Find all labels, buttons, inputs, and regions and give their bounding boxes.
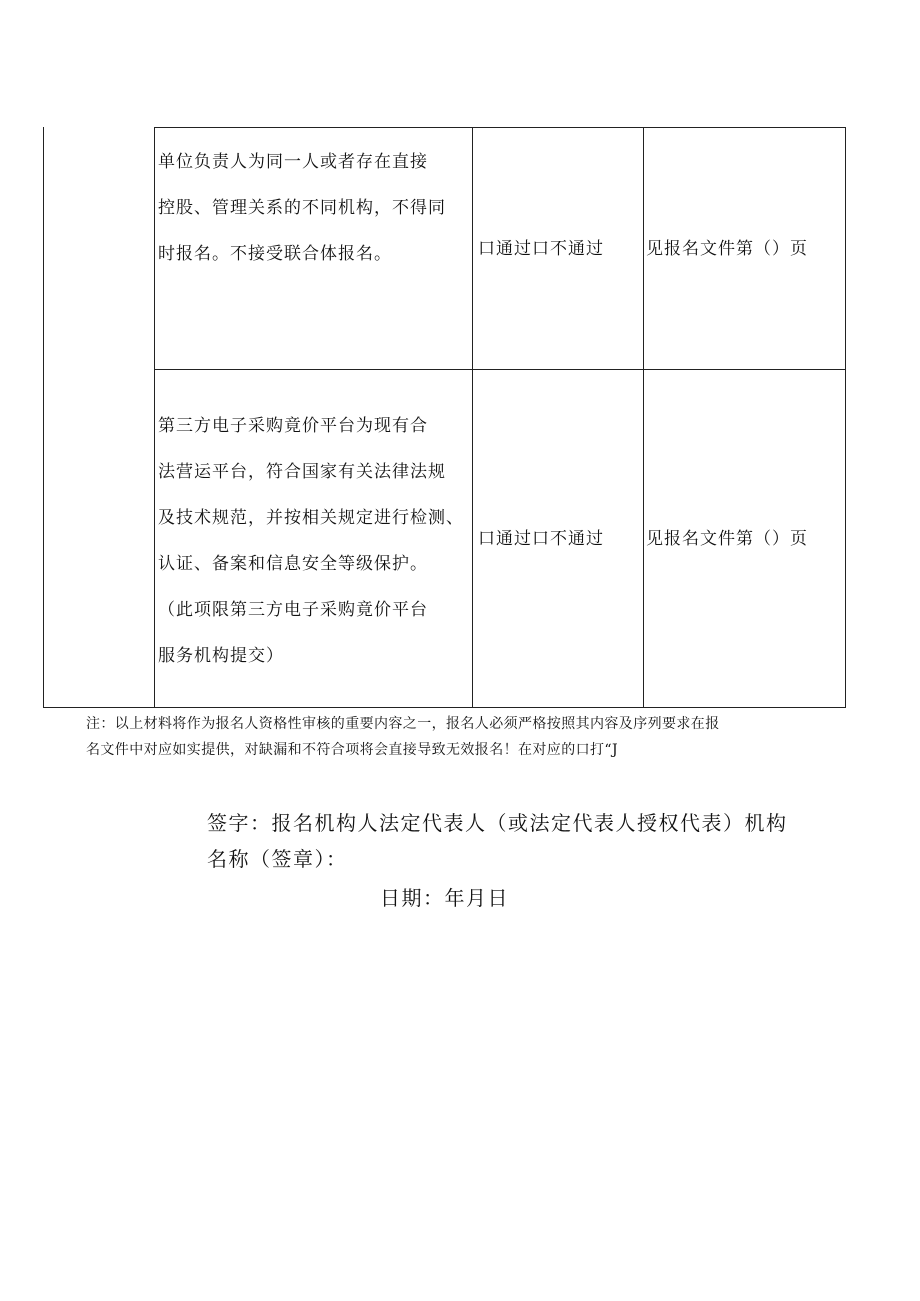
table-column-divider: [643, 127, 644, 708]
table-border-bottom: [43, 707, 846, 708]
requirement-line: 服务机构提交）: [158, 646, 284, 666]
requirement-line: 法营运平台，符合国家有关法律法规: [158, 462, 446, 482]
requirement-line: 单位负责人为同一人或者存在直接: [158, 152, 428, 172]
table-note: [86, 711, 846, 763]
table-row-divider: [154, 127, 846, 128]
table-row-divider: [154, 369, 846, 370]
pass-fail-checkbox-label[interactable]: 口通过口不通过: [478, 239, 604, 259]
requirement-line: （此项限第三方电子采购竟价平台: [158, 600, 428, 620]
qualification-table: [43, 127, 846, 708]
table-row-requirement: [158, 403, 476, 679]
requirement-line: 认证、备案和信息安全等级保护。: [158, 554, 428, 574]
table-column-divider: [154, 127, 155, 708]
requirement-line: 控股、管理关系的不同机构，不得同: [158, 198, 446, 218]
table-row-requirement: [158, 139, 476, 277]
page-reference: 见报名文件第（）页: [646, 239, 808, 259]
requirement-line: 时报名。不接受联合体报名。: [158, 244, 392, 264]
table-border-left: [43, 127, 44, 708]
requirement-line: 及技术规范，并按相关规定进行检测、: [158, 508, 464, 528]
pass-fail-checkbox-label[interactable]: 口通过口不通过: [478, 529, 604, 549]
table-border-right: [845, 127, 846, 708]
requirement-line: 第三方电子采购竟价平台为现有合: [158, 416, 428, 436]
signature-line: 名称（签章）：: [207, 847, 348, 871]
signature-date: 日期：年月日: [380, 886, 509, 910]
note-line: 注：以上材料将作为报名人资格性审核的重要内容之一，报名人必须严格按照其内容及序列要求在报: [86, 716, 720, 732]
page-reference: 见报名文件第（）页: [646, 529, 808, 549]
note-line: 名文件中对应如实提供，对缺漏和不符合项将会直接导致无效报名！在对应的口打“J: [86, 742, 618, 758]
signature-block: [207, 805, 847, 877]
signature-line: 签字：报名机构人法定代表人（或法定代表人授权代表）机构: [207, 811, 788, 835]
